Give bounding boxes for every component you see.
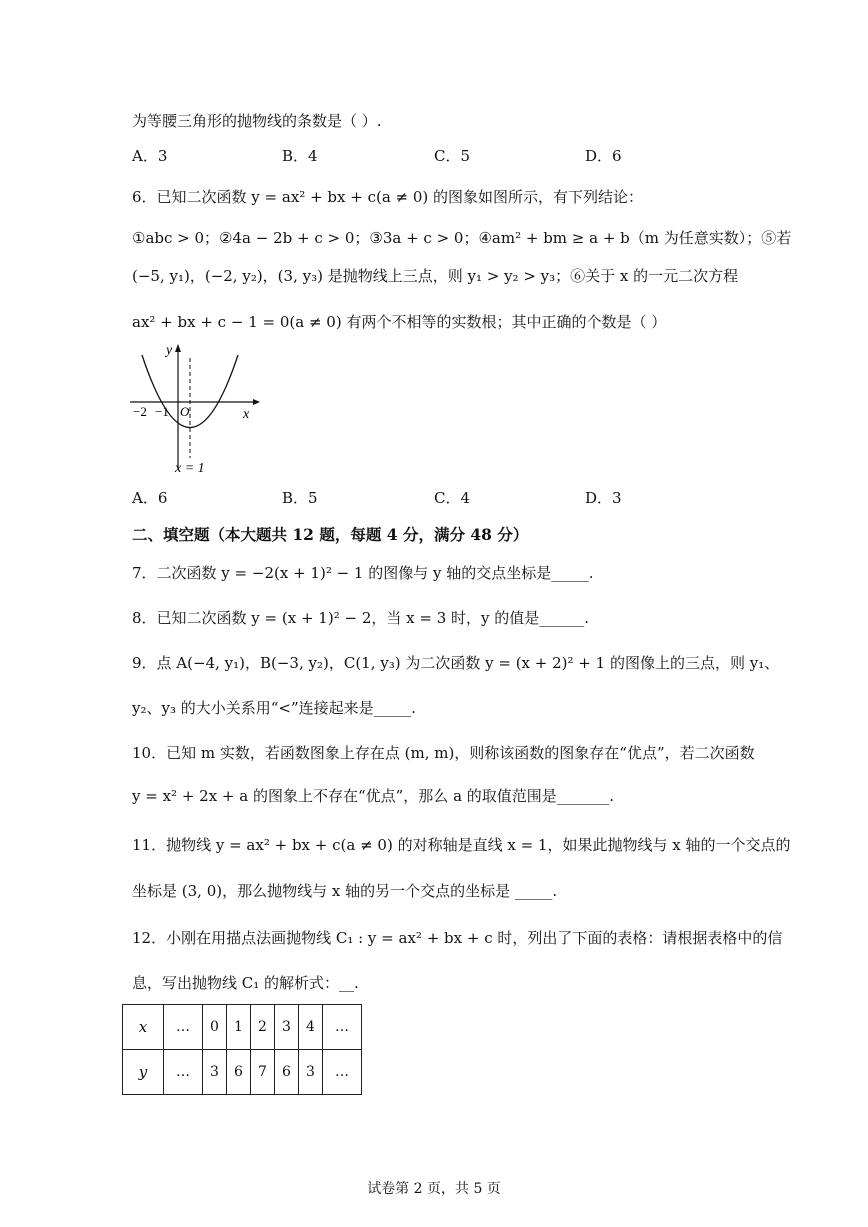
table-cell: 3 bbox=[203, 1050, 227, 1095]
question-10-line-2: y = x² + 2x + a 的图象上不存在“优点”，那么 a 的取值范围是_______. bbox=[132, 787, 615, 805]
question-11-line-1: 11．抛物线 y = ax² + bx + c(a ≠ 0) 的对称轴是直线 x = 1，如果此抛物线与 x 轴的一个交点的 bbox=[132, 836, 791, 854]
y-axis-arrow bbox=[175, 344, 181, 352]
x-axis-label: x bbox=[243, 407, 250, 422]
table-cell: … bbox=[164, 1050, 203, 1095]
question-12-line-1: 12．小刚在用描点法画抛物线 C₁ : y = ax² + bx + c 时，列出了下面的表格：请根据表格中的信 bbox=[132, 929, 783, 947]
table-cell: … bbox=[323, 1050, 362, 1095]
tick-label-neg2: −2 bbox=[133, 404, 147, 419]
table-cell: 2 bbox=[251, 1005, 275, 1050]
table-cell: … bbox=[323, 1005, 362, 1050]
q6-conclusions-2: (−5, y₁)，(−2, y₂)，(3, y₃) 是抛物线上三点，则 y₁ > y₂ > y₃；⑥关于 x 的一元二次方程 bbox=[132, 267, 739, 285]
table-cell: … bbox=[164, 1005, 203, 1050]
q5-options bbox=[132, 146, 732, 166]
table-cell: 3 bbox=[299, 1050, 323, 1095]
table-y-label: y bbox=[123, 1050, 164, 1095]
question-11-line-2: 坐标是 (3, 0)，那么抛物线与 x 轴的另一个交点的坐标是 _____. bbox=[132, 882, 558, 900]
q6-option-c[interactable]: C．4 bbox=[434, 489, 471, 507]
value-table bbox=[122, 1004, 362, 1095]
q5-stem-tail: 为等腰三角形的抛物线的条数是（ ）. bbox=[132, 112, 382, 130]
tick-label-neg1: −1 bbox=[155, 404, 169, 419]
y-axis-label: y bbox=[166, 343, 173, 358]
q6-options bbox=[132, 488, 732, 508]
section-title: 二、填空题（本大题共 12 题，每题 4 分，满分 48 分） bbox=[132, 525, 529, 544]
q5-option-a[interactable]: A．3 bbox=[132, 147, 168, 165]
question-9-line-2: y₂、y₃ 的大小关系用“<”连接起来是_____. bbox=[132, 699, 416, 717]
axis-of-symmetry-label: x = 1 bbox=[175, 461, 205, 476]
q5-option-c[interactable]: C．5 bbox=[434, 147, 471, 165]
page-footer: 试卷第 2 页，共 5 页 bbox=[367, 1181, 501, 1197]
question-9-line-1: 9．点 A(−4, y₁)，B(−3, y₂)，C(1, y₃) 为二次函数 y = (x + 2)² + 1 的图像上的三点，则 y₁、 bbox=[132, 654, 780, 672]
table-row-y bbox=[123, 1050, 362, 1095]
q5-option-d[interactable]: D．6 bbox=[585, 147, 622, 165]
table-cell: 4 bbox=[299, 1005, 323, 1050]
question-8: 8．已知二次函数 y = (x + 1)² − 2，当 x = 3 时，y 的值是______. bbox=[132, 609, 590, 627]
table-row-x bbox=[123, 1005, 362, 1050]
table-cell: 6 bbox=[275, 1050, 299, 1095]
table-x-label: x bbox=[123, 1005, 164, 1050]
origin-label: O bbox=[180, 404, 190, 419]
question-7: 7．二次函数 y = −2(x + 1)² − 1 的图像与 y 轴的交点坐标是_____. bbox=[132, 564, 594, 582]
q6-stem: 6．已知二次函数 y = ax² + bx + c(a ≠ 0) 的图象如图所示，有下列结论： bbox=[132, 188, 644, 206]
parabola-graph bbox=[125, 340, 265, 480]
q6-option-d[interactable]: D．3 bbox=[585, 489, 622, 507]
question-10-line-1: 10．已知 m 实数，若函数图象上存在点 (m, m)，则称该函数的图象存在“优点”，若二次函数 bbox=[132, 744, 755, 762]
table-cell: 0 bbox=[203, 1005, 227, 1050]
q6-option-b[interactable]: B．5 bbox=[282, 489, 318, 507]
table-cell: 6 bbox=[227, 1050, 251, 1095]
q5-option-b[interactable]: B．4 bbox=[282, 147, 318, 165]
table-cell: 7 bbox=[251, 1050, 275, 1095]
x-axis-arrow bbox=[253, 399, 260, 405]
table-cell: 3 bbox=[275, 1005, 299, 1050]
q6-conclusions-1: ①abc > 0；②4a − 2b + c > 0；③3a + c > 0；④am² + bm ≥ a + b（m 为任意实数）；⑤若 bbox=[132, 229, 792, 247]
q6-conclusions-3: ax² + bx + c − 1 = 0(a ≠ 0) 有两个不相等的实数根；其中正确的个数是（ ） bbox=[132, 313, 667, 331]
q6-option-a[interactable]: A．6 bbox=[132, 489, 168, 507]
table-cell: 1 bbox=[227, 1005, 251, 1050]
question-12-line-2: 息，写出抛物线 C₁ 的解析式：__. bbox=[132, 974, 359, 992]
